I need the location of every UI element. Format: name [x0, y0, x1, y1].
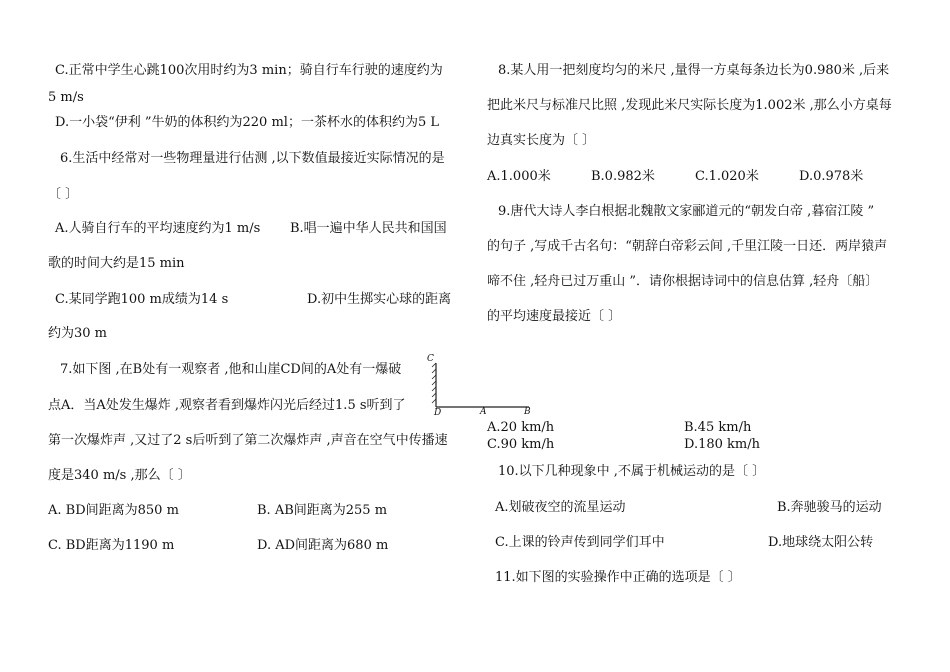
q7-option-a: A. BD间距离为850 m [48, 503, 179, 518]
q6-option-d-line2: 约为30 m [48, 326, 108, 341]
q10-option-b: B.奔驰骏马的运动 [777, 500, 882, 515]
q11-stem: 11.如下图的实验操作中正确的选项是〔 〕 [495, 570, 741, 585]
cliff-diagram [425, 355, 535, 420]
q8-stem-line3: 边真实长度为〔 〕 [487, 133, 596, 148]
q10-stem: 10.以下几种现象中 ,不属于机械运动的是〔 〕 [498, 464, 766, 479]
q6-option-b-line1: B.唱一遍中华人民共和国国 [290, 221, 447, 236]
q6-option-b-line2: 歌的时间大约是15 min [48, 256, 185, 271]
q6-option-c: C.某同学跑100 m成绩为14 s [55, 292, 229, 307]
q7-option-d: D. AD间距离为680 m [257, 538, 389, 553]
label-b: B [524, 407, 531, 417]
q10-option-d: D.地球绕太阳公转 [768, 535, 874, 550]
q7-stem-line1: 7.如下图 ,在B处有一观察者 ,他和山崖CD间的A处有一爆破 [60, 362, 402, 377]
q9-option-d: D.180 km/h [684, 437, 760, 452]
q5-option-c-line1: C.正常中学生心跳100次用时约为3 min；骑自行车行驶的速度约为 [55, 63, 443, 78]
q7-stem-line3: 第一次爆炸声 ,又过了2 s后听到了第二次爆炸声 ,声音在空气中传播速 [48, 433, 448, 448]
q6-option-d-line1: D.初中生掷实心球的距离 [307, 292, 452, 307]
label-d: D [434, 408, 442, 418]
q7-option-b: B. AB间距离为255 m [257, 503, 388, 518]
q9-stem-line1: 9.唐代大诗人李白根据北魏散文家郦道元的“朝发白帝 ,暮宿江陵 ” [498, 204, 875, 219]
q9-stem-line4: 的平均速度最接近〔 〕 [487, 309, 622, 324]
q9-option-b: B.45 km/h [684, 420, 752, 435]
q6-stem-line2: 〔 〕 [48, 187, 79, 202]
q5-option-d: D.一小袋“伊利 ”牛奶的体积约为220 ml；一茶杯水的体积约为5 L [55, 115, 439, 130]
q9-option-c: C.90 km/h [487, 437, 555, 452]
q5-option-c-line2: 5 m/s [48, 90, 84, 105]
q8-stem-line2: 把此米尺与标准尺比照 ,发现此米尺实际长度为1.002米 ,那么小方桌每 [487, 98, 892, 113]
q8-option-d: D.0.978米 [799, 169, 864, 184]
q7-stem-line2: 点A．当A处发生爆炸 ,观察者看到爆炸闪光后经过1.5 s听到了 [48, 398, 406, 413]
q10-option-a: A.划破夜空的流星运动 [495, 500, 626, 515]
q9-stem-line2: 的句子 ,写成千古名句：“朝辞白帝彩云间 ,千里江陵一日还．两岸猿声 [487, 239, 888, 254]
q10-option-c: C.上课的铃声传到同学们耳中 [495, 535, 665, 550]
cliff-hatching [432, 363, 436, 403]
q6-stem-line1: 6.生活中经常对一些物理量进行估测 ,以下数值最接近实际情况的是 [60, 151, 445, 166]
q8-stem-line1: 8.某人用一把刻度均匀的米尺 ,量得一方桌每条边长为0.980米 ,后来 [498, 63, 890, 78]
q7-option-c: C. BD距离为1190 m [48, 538, 175, 553]
label-c: C [427, 354, 434, 364]
q8-option-b: B.0.982米 [591, 169, 655, 184]
label-a: A [480, 407, 487, 417]
q9-stem-line3: 啼不住 ,轻舟已过万重山 ”．请你根据诗词中的信息估算 ,轻舟〔船〕 [487, 274, 879, 289]
q8-option-a: A.1.000米 [487, 169, 551, 184]
q6-option-a: A.人骑自行车的平均速度约为1 m/s [55, 221, 261, 236]
q9-option-a: A.20 km/h [487, 420, 555, 435]
q8-option-c: C.1.020米 [695, 169, 759, 184]
q7-stem-line4: 度是340 m/s ,那么〔 〕 [48, 468, 191, 483]
